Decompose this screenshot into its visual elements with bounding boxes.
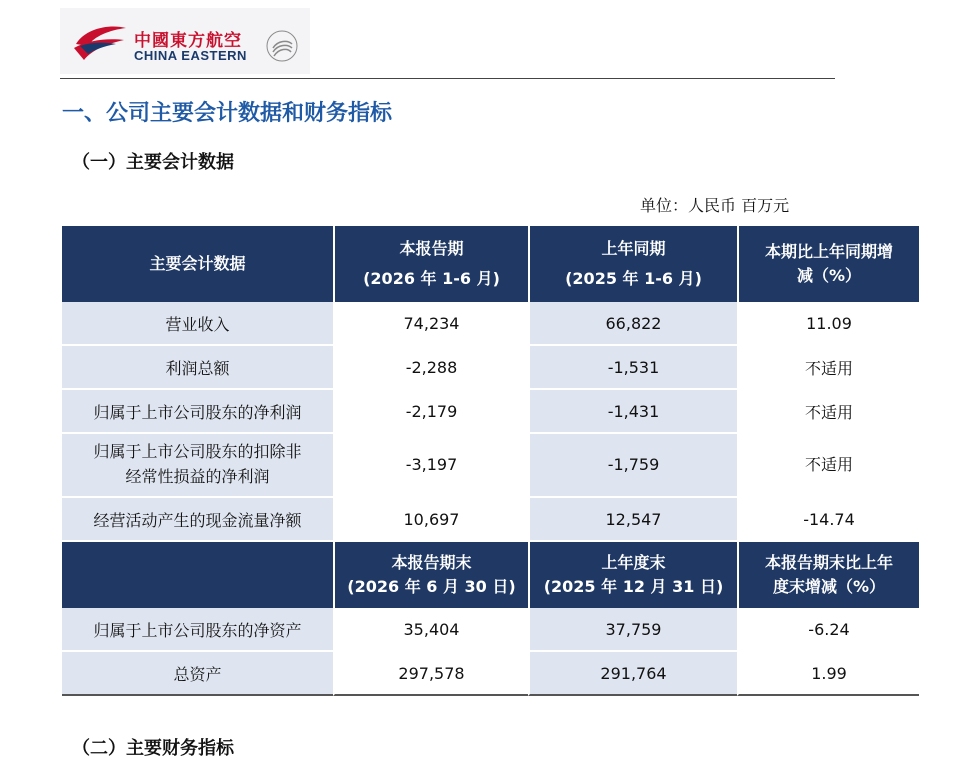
subheader-change-line2: 度末增减（%） xyxy=(772,577,886,596)
china-eastern-swallow-logo-icon xyxy=(70,22,128,62)
prior-value: 66,822 xyxy=(528,302,737,346)
prior-value: 37,759 xyxy=(528,608,737,652)
subheader-prior-year-end-title: 上年度末 xyxy=(601,553,666,572)
accounting-data-table xyxy=(62,226,919,696)
table-row xyxy=(62,346,919,390)
current-value: -2,179 xyxy=(333,390,528,434)
skyteam-seal-icon xyxy=(264,28,300,64)
subheader-prior-year-end-date: (2025 年 12 月 31 日) xyxy=(543,577,724,596)
prior-value: -1,531 xyxy=(528,346,737,390)
table-row xyxy=(62,434,919,498)
subheader-period-end-date: (2026 年 6 月 30 日) xyxy=(347,577,516,596)
current-value: 10,697 xyxy=(333,498,528,542)
section-title: 一、公司主要会计数据和财务指标 xyxy=(62,101,393,126)
logo-name-chinese: 中國東方航空 xyxy=(134,31,242,51)
subheader-change-line1: 本报告期末比上年 xyxy=(764,553,893,572)
row-label: 利润总额 xyxy=(62,346,333,390)
header-change-line2: 减（%） xyxy=(796,266,862,285)
current-value: 35,404 xyxy=(333,608,528,652)
prior-value: 291,764 xyxy=(528,652,737,696)
change-value: 11.09 xyxy=(737,302,919,346)
change-value: 不适用 xyxy=(737,434,919,498)
header-current-period-title: 本报告期 xyxy=(399,239,464,259)
prior-value: -1,759 xyxy=(528,434,737,498)
header-change-line1: 本期比上年同期增 xyxy=(764,242,893,261)
row-label: 归属于上市公司股东的净利润 xyxy=(62,390,333,434)
change-value: -14.74 xyxy=(737,498,919,542)
header-prior-period xyxy=(528,226,737,302)
header-item-column: 主要会计数据 xyxy=(62,226,333,302)
subsection-title: （一）主要会计数据 xyxy=(72,152,234,173)
subheader-change-percent xyxy=(737,542,919,608)
subheader-period-end-title: 本报告期末 xyxy=(391,553,472,572)
row-label: 经营活动产生的现金流量净额 xyxy=(62,498,333,542)
subheader-empty-cell xyxy=(62,542,333,608)
table-row xyxy=(62,652,919,696)
prior-value: 12,547 xyxy=(528,498,737,542)
current-value: 297,578 xyxy=(333,652,528,696)
table-subheader-row xyxy=(62,542,919,608)
row-label: 归属于上市公司股东的净资产 xyxy=(62,608,333,652)
subheader-period-end xyxy=(333,542,528,608)
table-row xyxy=(62,608,919,652)
header-prior-period-title: 上年同期 xyxy=(601,239,666,259)
change-value: 不适用 xyxy=(737,346,919,390)
unit-label: 单位：人民币 百万元 xyxy=(640,196,790,215)
table-row xyxy=(62,498,919,542)
row-label: 总资产 xyxy=(62,652,333,696)
row-label xyxy=(62,434,333,498)
change-value: 不适用 xyxy=(737,390,919,434)
header-prior-period-range: (2025 年 1-6 月) xyxy=(565,269,702,288)
header-divider xyxy=(60,78,835,79)
next-subsection-title: （二）主要财务指标 xyxy=(72,738,234,759)
current-value: -2,288 xyxy=(333,346,528,390)
current-value: -3,197 xyxy=(333,434,528,498)
row-label-line1: 归属于上市公司股东的扣除非 xyxy=(93,442,302,462)
current-value: 74,234 xyxy=(333,302,528,346)
logo-name-english: CHINA EASTERN xyxy=(134,48,247,63)
prior-value: -1,431 xyxy=(528,390,737,434)
row-label-line2: 经常性损益的净利润 xyxy=(125,467,270,486)
header-change-percent xyxy=(737,226,919,302)
header-current-period-range: (2026 年 1-6 月) xyxy=(363,269,500,288)
change-value: 1.99 xyxy=(737,652,919,696)
subheader-prior-year-end xyxy=(528,542,737,608)
table-row xyxy=(62,302,919,346)
row-label: 营业收入 xyxy=(62,302,333,346)
header-current-period xyxy=(333,226,528,302)
change-value: -6.24 xyxy=(737,608,919,652)
table-header-row xyxy=(62,226,919,302)
table-row xyxy=(62,390,919,434)
